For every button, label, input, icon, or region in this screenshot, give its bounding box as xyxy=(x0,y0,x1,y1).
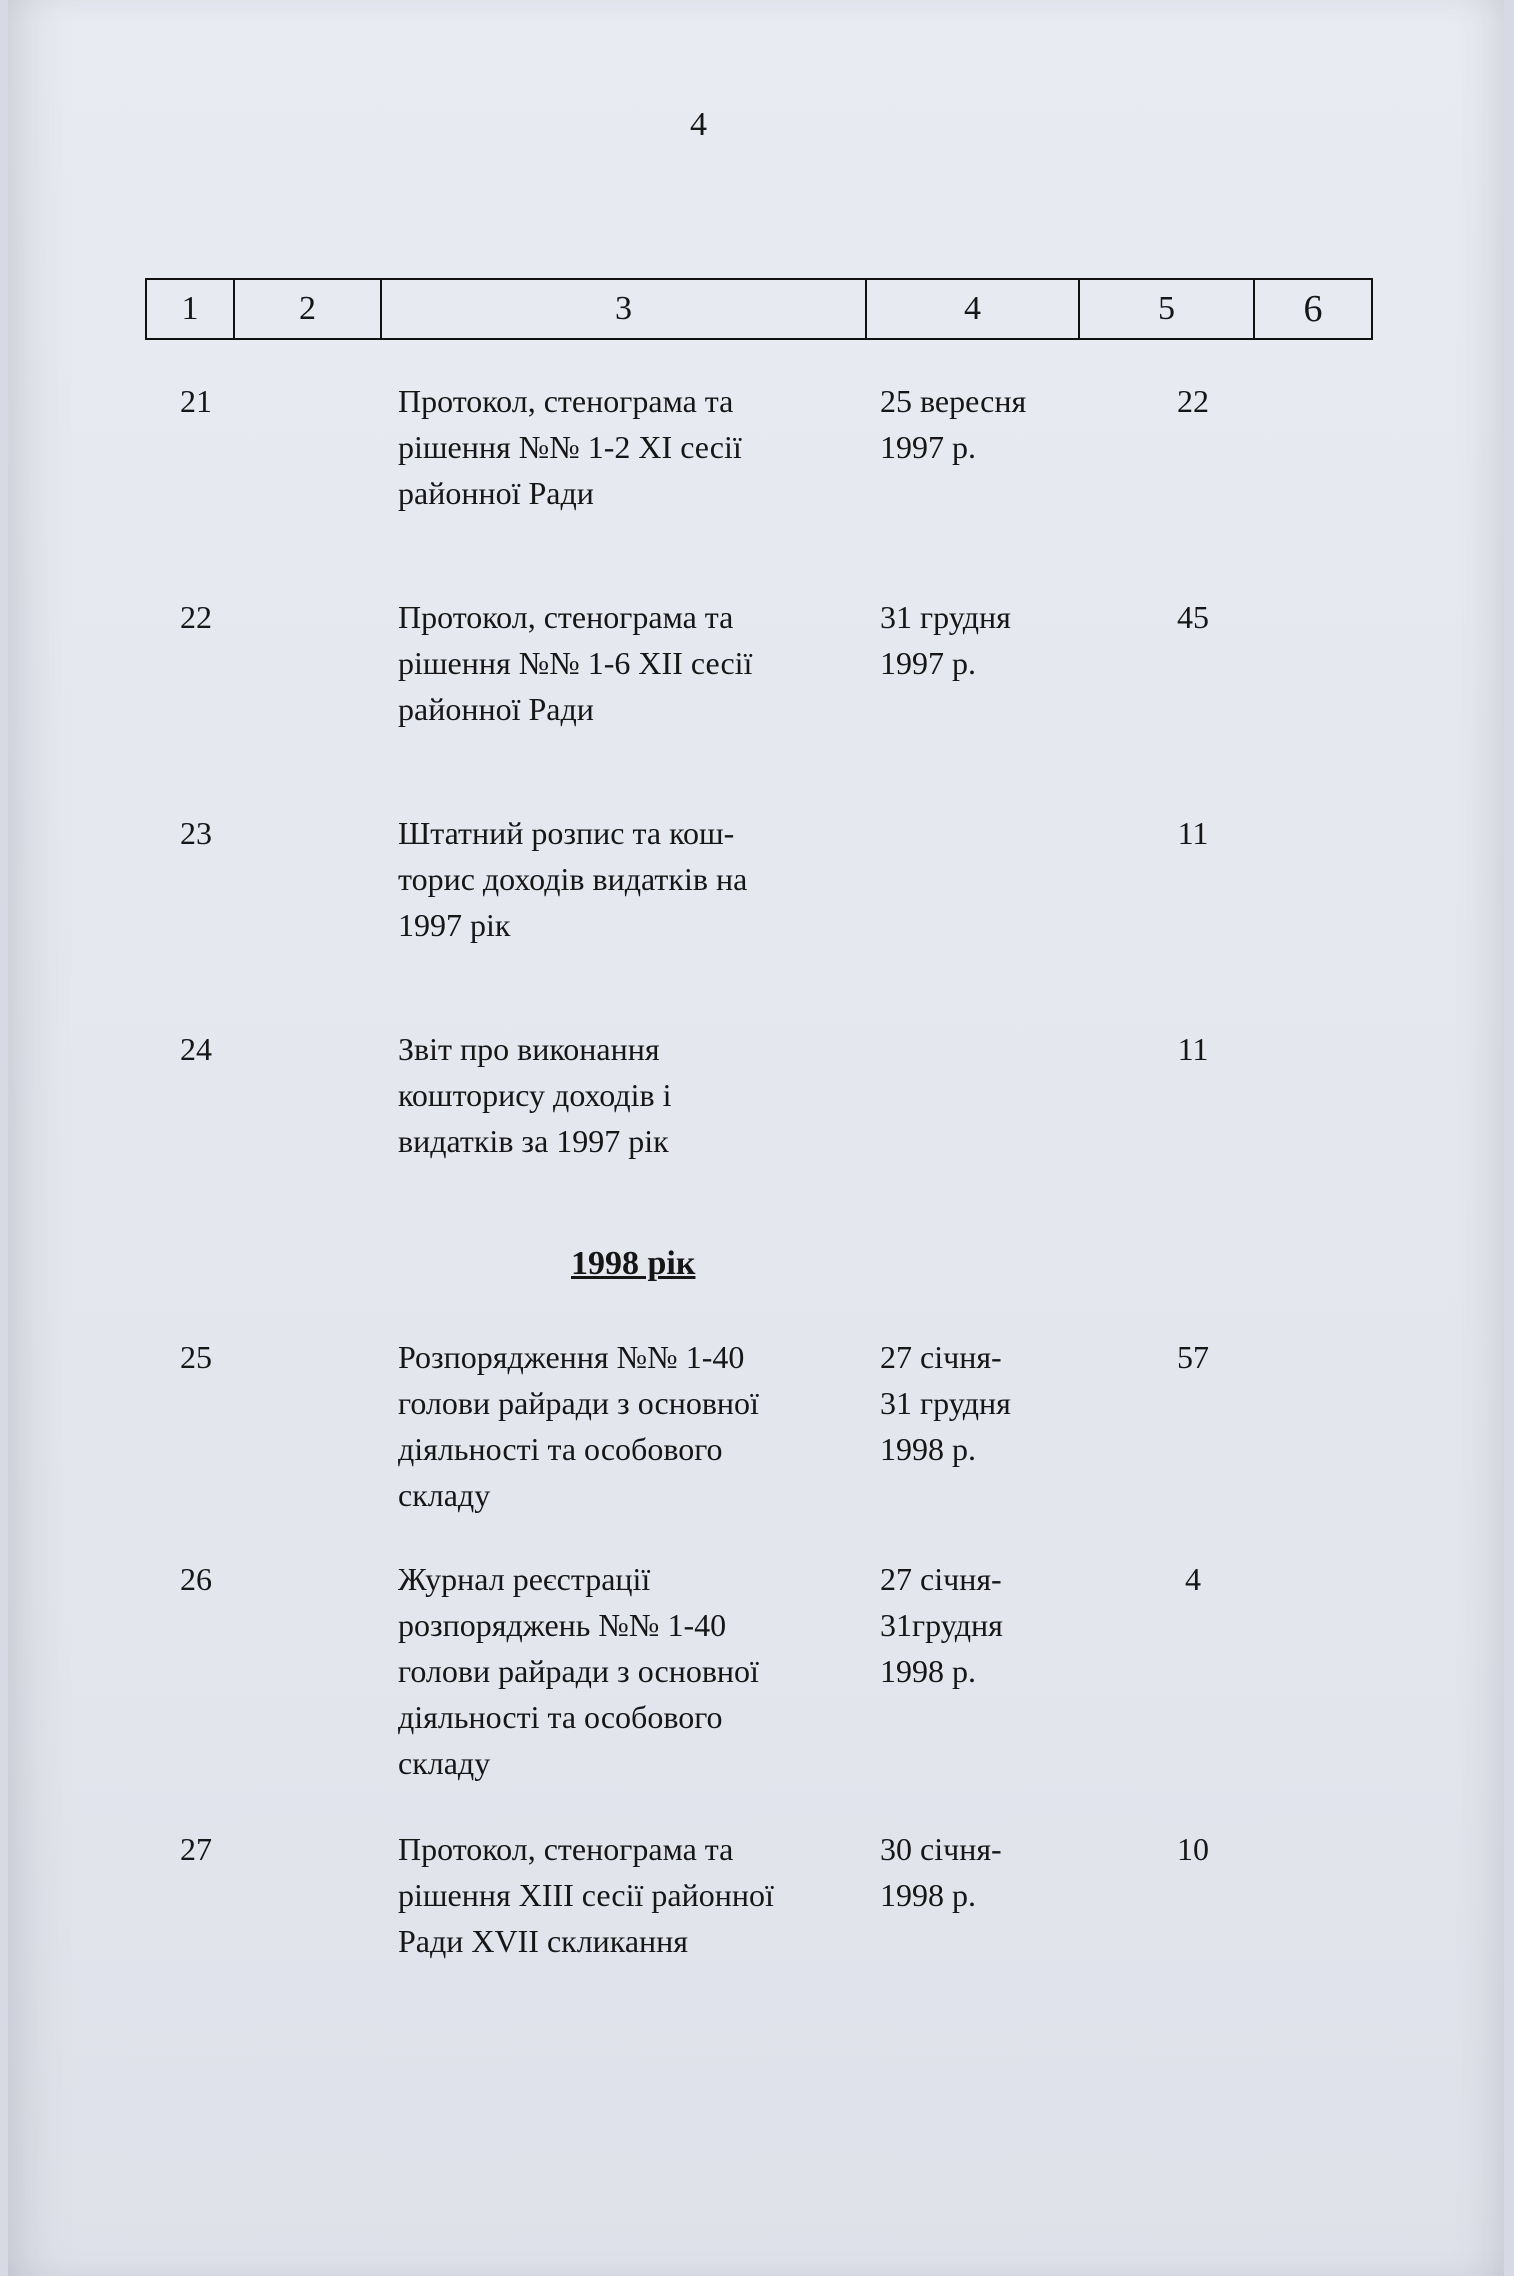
row-date-line: 1997 р. xyxy=(880,645,976,681)
row-title-line: Журнал реєстрації xyxy=(398,1561,651,1597)
row-date xyxy=(880,1826,1080,1918)
row-date xyxy=(880,594,1080,686)
row-date-line: 1998 р. xyxy=(880,1653,976,1689)
column-header-4: 4 xyxy=(867,280,1080,338)
row-title xyxy=(398,810,868,948)
row-page-count: 11 xyxy=(1177,815,1209,851)
row-date xyxy=(880,378,1080,470)
row-number: 22 xyxy=(180,599,212,635)
row-title-line: видатків за 1997 рік xyxy=(398,1123,669,1159)
row-page-count: 22 xyxy=(1177,383,1209,419)
year-section-heading: 1998 рік xyxy=(571,1245,696,1282)
row-title-line: діяльності та особового xyxy=(398,1431,723,1467)
row-number: 24 xyxy=(180,1031,212,1067)
row-title-line: складу xyxy=(398,1477,491,1513)
row-title-line: Звіт про виконання xyxy=(398,1031,660,1067)
column-header-3: 3 xyxy=(382,280,867,338)
row-title-line: розпоряджень №№ 1-40 xyxy=(398,1607,727,1643)
row-title xyxy=(398,594,868,732)
row-page-count: 10 xyxy=(1177,1831,1209,1867)
row-title xyxy=(398,378,868,516)
row-page-count: 11 xyxy=(1177,1031,1209,1067)
row-date-line: 1998 р. xyxy=(880,1877,976,1913)
page-number: 4 xyxy=(690,106,707,143)
row-title-line: Протокол, стенограма та xyxy=(398,383,734,419)
row-title xyxy=(398,1556,868,1786)
row-date-line: 1998 р. xyxy=(880,1431,976,1467)
row-date-line: 31 грудня xyxy=(880,1385,1011,1421)
column-header-2: 2 xyxy=(235,280,382,338)
row-number: 27 xyxy=(180,1831,212,1867)
row-title-line: голови райради з основної xyxy=(398,1653,759,1689)
row-page-count: 45 xyxy=(1177,599,1209,635)
row-title-line: 1997 рік xyxy=(398,907,511,943)
row-title-line: голови райради з основної xyxy=(398,1385,759,1421)
row-date-line: 27 січня- xyxy=(880,1561,1002,1597)
document-page xyxy=(8,0,1504,2276)
row-title xyxy=(398,1026,868,1164)
row-page-count: 57 xyxy=(1177,1339,1209,1375)
row-date-line: 31грудня xyxy=(880,1607,1003,1643)
row-title-line: торис доходів видатків на xyxy=(398,861,748,897)
row-title-line: діяльності та особового xyxy=(398,1699,723,1735)
row-date xyxy=(880,1556,1080,1694)
row-title-line: Ради XVII скликання xyxy=(398,1923,689,1959)
row-title-line: районної Ради xyxy=(398,475,594,511)
column-header-1: 1 xyxy=(147,280,235,338)
row-date-line: 30 січня- xyxy=(880,1831,1002,1867)
row-title-line: складу xyxy=(398,1745,491,1781)
row-date-line: 31 грудня xyxy=(880,599,1011,635)
row-date-line: 1997 р. xyxy=(880,429,976,465)
row-number: 26 xyxy=(180,1561,212,1597)
row-number: 21 xyxy=(180,383,212,419)
row-number: 23 xyxy=(180,815,212,851)
row-title xyxy=(398,1334,868,1518)
row-date xyxy=(880,1334,1080,1472)
column-header-table xyxy=(145,278,1373,340)
row-title-line: Розпорядження №№ 1-40 xyxy=(398,1339,745,1375)
row-title-line: Штатний розпис та кош- xyxy=(398,815,735,851)
row-title-line: рішення №№ 1-2 XI сесії xyxy=(398,429,742,465)
row-date-line: 27 січня- xyxy=(880,1339,1002,1375)
row-title-line: районної Ради xyxy=(398,691,594,727)
row-title-line: рішення XIII сесії районної xyxy=(398,1877,774,1913)
row-title-line: рішення №№ 1-6 XII сесії xyxy=(398,645,753,681)
row-date-line: 25 вересня xyxy=(880,383,1027,419)
column-header-5: 5 xyxy=(1080,280,1255,338)
row-title-line: Протокол, стенограма та xyxy=(398,1831,734,1867)
row-title-line: Протокол, стенограма та xyxy=(398,599,734,635)
row-number: 25 xyxy=(180,1339,212,1375)
row-title xyxy=(398,1826,868,1964)
column-header-6: 6 xyxy=(1303,288,1323,330)
row-page-count: 4 xyxy=(1185,1561,1201,1597)
row-title-line: кошторису доходів і xyxy=(398,1077,672,1113)
